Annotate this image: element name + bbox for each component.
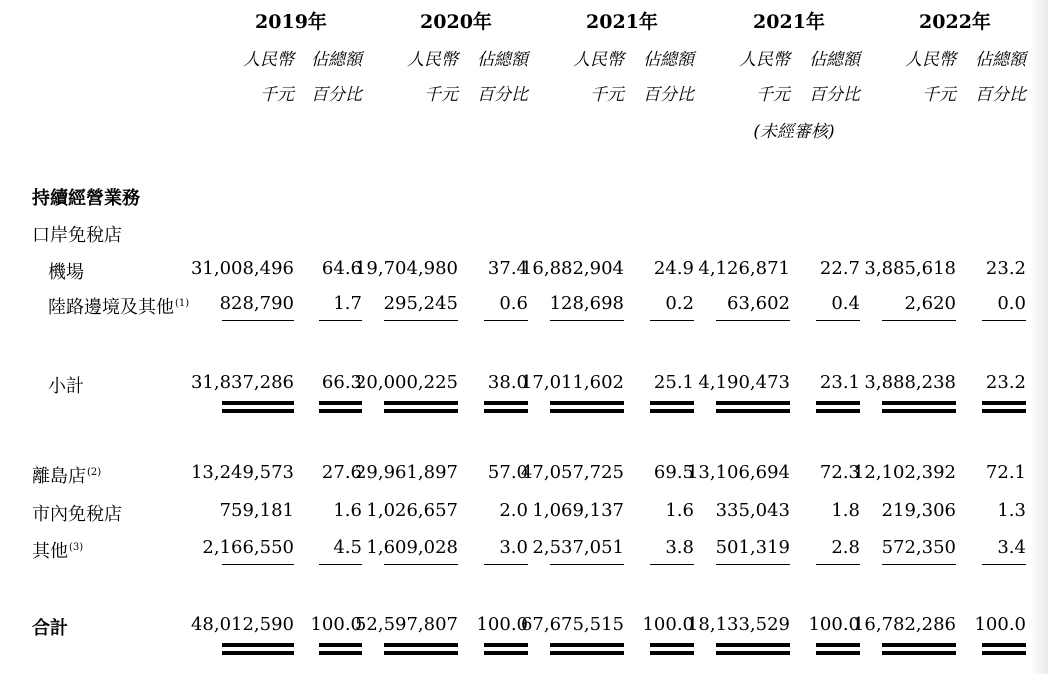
col-4-pct-line2: 百分比 bbox=[975, 85, 1026, 105]
underline-rule bbox=[816, 564, 860, 565]
offshore-amount-2: 47,057,725 bbox=[520, 462, 624, 483]
airport-percent-1: 37.4 bbox=[487, 258, 528, 279]
others-percent-0: 4.5 bbox=[333, 537, 362, 558]
total-amount-4: 16,782,286 bbox=[852, 614, 956, 635]
others-amount-1: 1,609,028 bbox=[366, 537, 458, 558]
total-amount-2: 67,675,515 bbox=[520, 614, 624, 635]
double-underline-rule bbox=[882, 409, 956, 417]
page-edge-shadow bbox=[1030, 0, 1048, 674]
others-percent-3: 2.8 bbox=[831, 537, 860, 558]
underline-rule bbox=[550, 320, 624, 321]
others-amount-3: 501,319 bbox=[715, 537, 790, 558]
city-percent-2: 1.6 bbox=[665, 500, 694, 521]
footnote-2: (2) bbox=[87, 467, 102, 478]
section-continuing-operations: 持續經營業務 bbox=[32, 188, 140, 209]
total-percent-2: 100.0 bbox=[642, 614, 694, 635]
subtotal-amount-4: 3,888,238 bbox=[864, 372, 956, 393]
city-amount-0: 759,181 bbox=[219, 500, 294, 521]
double-underline-rule bbox=[550, 643, 624, 651]
double-underline-rule bbox=[319, 651, 362, 659]
airport-amount-0: 31,008,496 bbox=[190, 258, 294, 279]
offshore-percent-1: 57.0 bbox=[487, 462, 528, 483]
land-percent-0: 1.7 bbox=[333, 293, 362, 314]
col-3-amount-line1: 人民幣 bbox=[739, 50, 790, 70]
land-percent-3: 0.4 bbox=[831, 293, 860, 314]
col-0-amount-line2: 千元 bbox=[260, 85, 294, 105]
double-underline-rule bbox=[816, 401, 860, 409]
underline-rule bbox=[384, 564, 458, 565]
double-underline-rule bbox=[816, 409, 860, 417]
underline-rule bbox=[650, 320, 694, 321]
offshore-amount-3: 13,106,694 bbox=[686, 462, 790, 483]
land-amount-2: 128,698 bbox=[549, 293, 624, 314]
offshore-percent-3: 72.3 bbox=[819, 462, 860, 483]
airport-percent-0: 64.6 bbox=[321, 258, 362, 279]
others-amount-0: 2,166,550 bbox=[202, 537, 294, 558]
double-underline-rule bbox=[319, 643, 362, 651]
col-1-amount-line1: 人民幣 bbox=[407, 50, 458, 70]
airport-percent-3: 22.7 bbox=[819, 258, 860, 279]
total-amount-1: 52,597,807 bbox=[354, 614, 458, 635]
double-underline-rule bbox=[982, 401, 1026, 409]
year-header-2019: 2019年 bbox=[255, 11, 327, 33]
total-percent-0: 100.0 bbox=[310, 614, 362, 635]
underline-rule bbox=[319, 564, 362, 565]
year-header-2022: 2022年 bbox=[919, 11, 991, 33]
double-underline-rule bbox=[384, 401, 458, 409]
col-2-pct-line2: 百分比 bbox=[643, 85, 694, 105]
label-total: 合計 bbox=[32, 618, 68, 639]
city-amount-1: 1,026,657 bbox=[366, 500, 458, 521]
double-underline-rule bbox=[222, 401, 294, 409]
double-underline-rule bbox=[319, 409, 362, 417]
double-underline-rule bbox=[484, 409, 528, 417]
land-amount-4: 2,620 bbox=[904, 293, 956, 314]
double-underline-rule bbox=[982, 643, 1026, 651]
double-underline-rule bbox=[319, 401, 362, 409]
total-amount-3: 18,133,529 bbox=[686, 614, 790, 635]
double-underline-rule bbox=[982, 651, 1026, 659]
double-underline-rule bbox=[650, 643, 694, 651]
double-underline-rule bbox=[716, 409, 790, 417]
land-amount-0: 828,790 bbox=[219, 293, 294, 314]
col-1-pct-line2: 百分比 bbox=[477, 85, 528, 105]
label-subtotal: 小計 bbox=[48, 376, 84, 397]
airport-amount-1: 19,704,980 bbox=[354, 258, 458, 279]
double-underline-rule bbox=[982, 409, 1026, 417]
double-underline-rule bbox=[384, 643, 458, 651]
land-amount-1: 295,245 bbox=[383, 293, 458, 314]
underline-rule bbox=[816, 320, 860, 321]
underline-rule bbox=[222, 320, 294, 321]
label-port-duty-free: 口岸免稅店 bbox=[32, 225, 122, 246]
underline-rule bbox=[484, 320, 528, 321]
city-amount-2: 1,069,137 bbox=[532, 500, 624, 521]
double-underline-rule bbox=[550, 409, 624, 417]
others-amount-2: 2,537,051 bbox=[532, 537, 624, 558]
col-1-pct-line1: 佔總額 bbox=[477, 50, 528, 70]
double-underline-rule bbox=[222, 643, 294, 651]
underline-rule bbox=[384, 320, 458, 321]
airport-amount-3: 4,126,871 bbox=[698, 258, 790, 279]
col-4-pct-line1: 佔總額 bbox=[975, 50, 1026, 70]
city-percent-0: 1.6 bbox=[333, 500, 362, 521]
year-header-2021: 2021年 bbox=[586, 11, 658, 33]
airport-percent-4: 23.2 bbox=[985, 258, 1026, 279]
double-underline-rule bbox=[222, 651, 294, 659]
others-percent-1: 3.0 bbox=[499, 537, 528, 558]
label-others-text: 其他 bbox=[32, 541, 68, 562]
double-underline-rule bbox=[384, 651, 458, 659]
double-underline-rule bbox=[716, 651, 790, 659]
col-2-pct-line1: 佔總額 bbox=[643, 50, 694, 70]
col-4-amount-line2: 千元 bbox=[922, 85, 956, 105]
double-underline-rule bbox=[716, 401, 790, 409]
label-city-duty-free: 市內免稅店 bbox=[32, 504, 122, 525]
city-percent-4: 1.3 bbox=[997, 500, 1026, 521]
col-0-pct-line2: 百分比 bbox=[311, 85, 362, 105]
label-land-border bbox=[48, 293, 189, 319]
others-percent-4: 3.4 bbox=[997, 537, 1026, 558]
offshore-amount-0: 13,249,573 bbox=[190, 462, 294, 483]
footnote-3: (3) bbox=[69, 542, 84, 553]
label-land-border-text: 陸路邊境及其他 bbox=[48, 297, 174, 318]
underline-rule bbox=[484, 564, 528, 565]
double-underline-rule bbox=[650, 651, 694, 659]
offshore-percent-2: 69.5 bbox=[653, 462, 694, 483]
city-percent-1: 2.0 bbox=[499, 500, 528, 521]
land-percent-1: 0.6 bbox=[499, 293, 528, 314]
double-underline-rule bbox=[882, 643, 956, 651]
col-0-amount-line1: 人民幣 bbox=[243, 50, 294, 70]
underline-rule bbox=[650, 564, 694, 565]
double-underline-rule bbox=[484, 643, 528, 651]
double-underline-rule bbox=[816, 651, 860, 659]
total-percent-4: 100.0 bbox=[974, 614, 1026, 635]
double-underline-rule bbox=[484, 401, 528, 409]
double-underline-rule bbox=[882, 401, 956, 409]
city-amount-4: 219,306 bbox=[881, 500, 956, 521]
double-underline-rule bbox=[550, 401, 624, 409]
underline-rule bbox=[222, 564, 294, 565]
double-underline-rule bbox=[650, 401, 694, 409]
underline-rule bbox=[882, 320, 956, 321]
land-percent-4: 0.0 bbox=[997, 293, 1026, 314]
double-underline-rule bbox=[484, 651, 528, 659]
underline-rule bbox=[716, 564, 790, 565]
subtotal-percent-1: 38.0 bbox=[487, 372, 528, 393]
subtotal-amount-2: 17,011,602 bbox=[520, 372, 624, 393]
col-2-amount-line2: 千元 bbox=[590, 85, 624, 105]
footnote-1: (1) bbox=[175, 298, 190, 309]
airport-percent-2: 24.9 bbox=[653, 258, 694, 279]
offshore-percent-4: 72.1 bbox=[985, 462, 1026, 483]
col-1-amount-line2: 千元 bbox=[424, 85, 458, 105]
col-3-pct-line1: 佔總額 bbox=[809, 50, 860, 70]
airport-amount-2: 16,882,904 bbox=[520, 258, 624, 279]
underline-rule bbox=[982, 564, 1026, 565]
others-amount-4: 572,350 bbox=[881, 537, 956, 558]
subtotal-percent-4: 23.2 bbox=[985, 372, 1026, 393]
offshore-amount-4: 12,102,392 bbox=[852, 462, 956, 483]
label-airport: 機場 bbox=[48, 262, 84, 283]
underline-rule bbox=[319, 320, 362, 321]
col-2-amount-line1: 人民幣 bbox=[573, 50, 624, 70]
city-percent-3: 1.8 bbox=[831, 500, 860, 521]
subtotal-amount-0: 31,837,286 bbox=[190, 372, 294, 393]
double-underline-rule bbox=[550, 651, 624, 659]
offshore-amount-1: 29,961,897 bbox=[354, 462, 458, 483]
underline-rule bbox=[550, 564, 624, 565]
double-underline-rule bbox=[716, 643, 790, 651]
year-header-2021-interim: 2021年 bbox=[753, 11, 825, 33]
col-3-amount-line2: 千元 bbox=[756, 85, 790, 105]
subtotal-amount-3: 4,190,473 bbox=[698, 372, 790, 393]
offshore-percent-0: 27.6 bbox=[321, 462, 362, 483]
city-amount-3: 335,043 bbox=[715, 500, 790, 521]
label-others bbox=[32, 537, 83, 563]
unaudited-note: (未經審核) bbox=[753, 122, 835, 142]
subtotal-percent-0: 66.3 bbox=[321, 372, 362, 393]
land-amount-3: 63,602 bbox=[727, 293, 790, 314]
subtotal-percent-2: 25.1 bbox=[653, 372, 694, 393]
total-percent-1: 100.0 bbox=[476, 614, 528, 635]
subtotal-amount-1: 20,000,225 bbox=[354, 372, 458, 393]
total-percent-3: 100.0 bbox=[808, 614, 860, 635]
col-0-pct-line1: 佔總額 bbox=[311, 50, 362, 70]
double-underline-rule bbox=[650, 409, 694, 417]
col-4-amount-line1: 人民幣 bbox=[905, 50, 956, 70]
double-underline-rule bbox=[882, 651, 956, 659]
double-underline-rule bbox=[222, 409, 294, 417]
label-offshore-text: 離島店 bbox=[32, 466, 86, 487]
col-3-pct-line2: 百分比 bbox=[809, 85, 860, 105]
underline-rule bbox=[982, 320, 1026, 321]
underline-rule bbox=[716, 320, 790, 321]
airport-amount-4: 3,885,618 bbox=[864, 258, 956, 279]
subtotal-percent-3: 23.1 bbox=[819, 372, 860, 393]
land-percent-2: 0.2 bbox=[665, 293, 694, 314]
others-percent-2: 3.8 bbox=[665, 537, 694, 558]
total-amount-0: 48,012,590 bbox=[190, 614, 294, 635]
year-header-2020: 2020年 bbox=[420, 11, 492, 33]
underline-rule bbox=[882, 564, 956, 565]
label-offshore-stores bbox=[32, 462, 101, 488]
double-underline-rule bbox=[816, 643, 860, 651]
double-underline-rule bbox=[384, 409, 458, 417]
